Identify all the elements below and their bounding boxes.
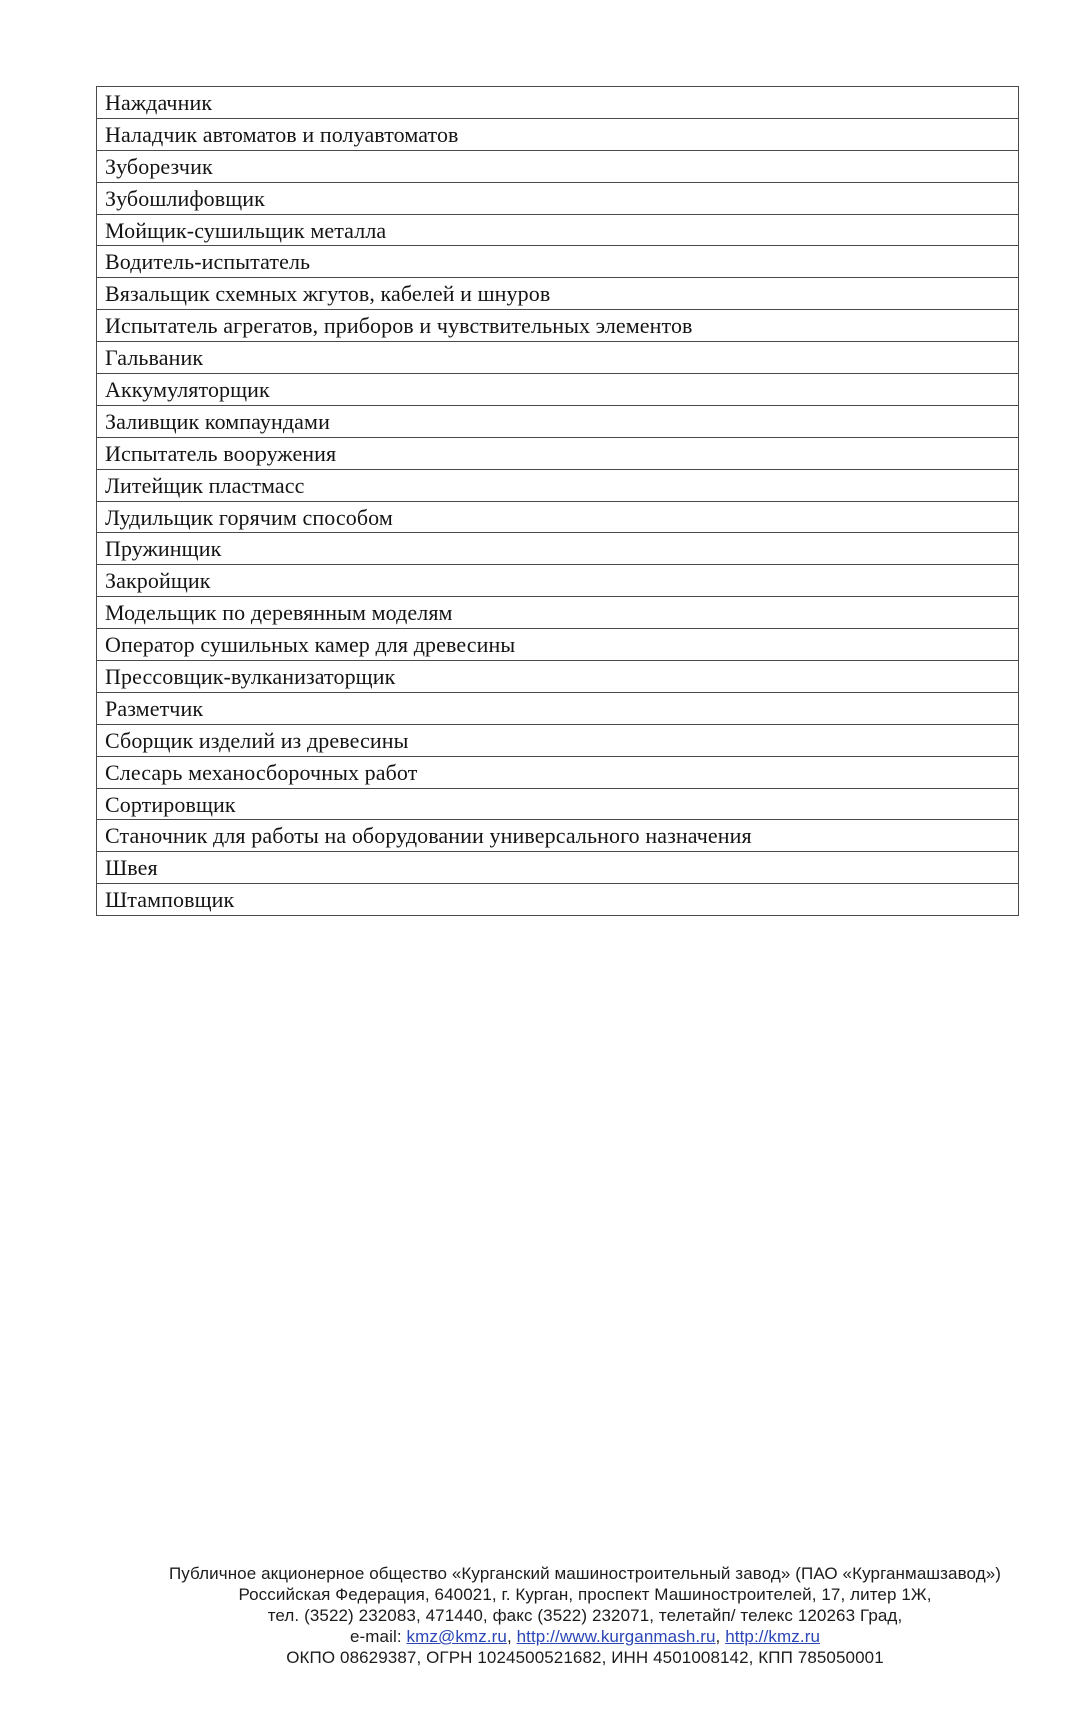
footer-separator: , [506,1627,512,1646]
profession-cell: Модельщик по деревянным моделям [97,597,1019,629]
footer-phones: тел. (3522) 232083, 471440, факс (3522) 232071, телетайп/ телекс 120263 Град, [267,1606,903,1625]
table-row [97,788,1019,820]
profession-cell: Литейщик пластмасс [97,469,1019,501]
profession-cell: Закройщик [97,565,1019,597]
profession-cell: Аккумуляторщик [97,374,1019,406]
table-row [97,118,1019,150]
table-row [97,469,1019,501]
table-row [97,852,1019,884]
company-footer [100,1563,1070,1668]
table-row [97,884,1019,916]
profession-cell: Пружинщик [97,533,1019,565]
profession-cell: Вязальщик схемных жгутов, кабелей и шнуров [97,278,1019,310]
footer-email-link[interactable]: kmz@kmz.ru [406,1627,507,1646]
profession-cell: Швея [97,852,1019,884]
footer-address: Российская Федерация, 640021, г. Курган, проспект Машиностроителей, 17, литер 1Ж, [238,1585,932,1604]
profession-cell: Сборщик изделий из древесины [97,724,1019,756]
profession-cell: Слесарь механосборочных работ [97,756,1019,788]
profession-cell: Прессовщик-вулканизаторщик [97,661,1019,693]
professions-table-body [97,87,1019,916]
table-row [97,87,1019,119]
table-row [97,342,1019,374]
table-row [97,661,1019,693]
footer-contacts [100,1626,1070,1647]
table-row [97,501,1019,533]
profession-cell: Наждачник [97,87,1019,119]
profession-cell: Мойщик-сушильщик металла [97,214,1019,246]
table-row [97,278,1019,310]
footer-email-label: e-mail: [349,1627,402,1646]
table-row [97,597,1019,629]
profession-cell: Водитель-испытатель [97,246,1019,278]
professions-table [96,86,1019,916]
table-row [97,629,1019,661]
profession-cell: Штамповщик [97,884,1019,916]
profession-cell: Разметчик [97,692,1019,724]
profession-cell: Гальваник [97,342,1019,374]
table-row [97,150,1019,182]
footer-site-link-kmz[interactable]: http://kmz.ru [725,1627,821,1646]
footer-site-link-kurganmash[interactable]: http://www.kurganmash.ru [516,1627,716,1646]
table-row [97,437,1019,469]
profession-cell: Станочник для работы на оборудовании универсального назначения [97,820,1019,852]
profession-cell: Оператор сушильных камер для древесины [97,629,1019,661]
profession-cell: Зуборезчик [97,150,1019,182]
footer-registry-codes: ОКПО 08629387, ОГРН 1024500521682, ИНН 4501008142, КПП 785050001 [286,1648,884,1667]
profession-cell: Зубошлифовщик [97,182,1019,214]
profession-cell: Испытатель агрегатов, приборов и чувствительных элементов [97,310,1019,342]
table-row [97,310,1019,342]
table-row [97,374,1019,406]
table-row [97,214,1019,246]
table-row [97,182,1019,214]
table-row [97,820,1019,852]
footer-separator: , [715,1627,721,1646]
table-row [97,246,1019,278]
table-row [97,533,1019,565]
table-row [97,756,1019,788]
profession-cell: Заливщик компаундами [97,405,1019,437]
profession-cell: Испытатель вооружения [97,437,1019,469]
profession-cell: Сортировщик [97,788,1019,820]
footer-company-name: Публичное акционерное общество «Курганский машиностроительный завод» (ПАО «Курганмашзавод») [168,1564,1002,1583]
profession-cell: Наладчик автоматов и полуавтоматов [97,118,1019,150]
profession-cell: Лудильщик горячим способом [97,501,1019,533]
table-row [97,692,1019,724]
table-row [97,565,1019,597]
table-row [97,724,1019,756]
table-row [97,405,1019,437]
